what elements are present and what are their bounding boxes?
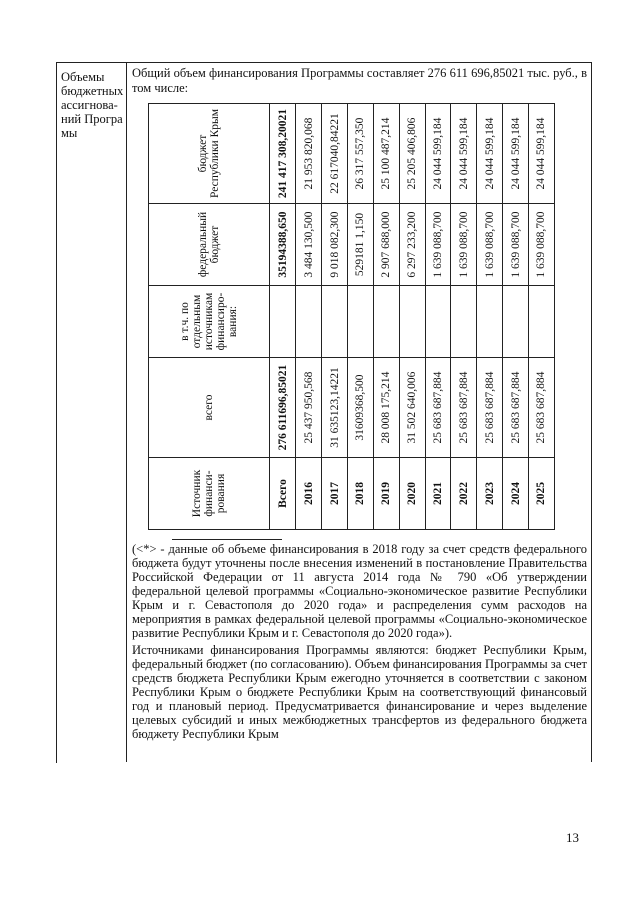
table-cell-total: 31609368,500 <box>347 358 373 458</box>
column-header: всего <box>149 358 270 458</box>
table-cell-label: 2025 <box>528 458 554 530</box>
table-cell-crimea: 25 100 487,214 <box>373 104 399 204</box>
table-cell-crimea: 26 317 557,350 <box>347 104 373 204</box>
table-cell-label: 2020 <box>399 458 425 530</box>
table-cell-crimea: 24 044 599,184 <box>477 104 503 204</box>
table-cell-label: 2017 <box>322 458 348 530</box>
column-header: федеральный бюджет <box>149 204 270 286</box>
table-cell-crimea: 24 044 599,184 <box>451 104 477 204</box>
column-header: бюджет Республики Крым <box>149 104 270 204</box>
table-cell-federal: 1 639 088,700 <box>477 204 503 286</box>
table-cell-other <box>528 286 554 358</box>
intro-text: Общий объем финансирования Программы составляет 276 611 696,85021 тыс. руб., в том числе: <box>132 66 587 95</box>
page-number: 13 <box>566 830 579 845</box>
table-header-row <box>149 104 270 530</box>
table-cell-federal: 3 484 130,500 <box>296 204 322 286</box>
table-row <box>451 104 477 530</box>
table-cell-label: 2018 <box>347 458 373 530</box>
column-header: в т.ч. по отдельным источникам финансиро-вания: <box>149 286 270 358</box>
table-row <box>296 104 322 530</box>
table-cell-label: 2024 <box>503 458 529 530</box>
notes-block <box>132 542 587 744</box>
table-cell-federal: 529181 1,150 <box>347 204 373 286</box>
column-header: Источник финанси-рования <box>149 458 270 530</box>
table-cell-total: 25 683 687,884 <box>451 358 477 458</box>
sources-text: Источниками финансирования Программы являются: бюджет Республики Крым, федеральный бюджет (по согласованию). Объем финансирования Программы за счет средств бюджета Республики Крым ежегодно уточняется в соответствии с законом Республики Крым о бюджете Республики Крым на соответствующий финансовый год и плановый период. Предусматривается финансирование и через выделение целевых субсидий и иных межбюджетных трансфертов из федерального бюджета бюджету Республики Крым <box>132 643 587 741</box>
footnote-rule <box>172 539 282 540</box>
table-row <box>373 104 399 530</box>
table-cell-total: 28 008 175,214 <box>373 358 399 458</box>
table-cell-other <box>399 286 425 358</box>
table-cell-federal: 1 639 088,700 <box>528 204 554 286</box>
table-cell-federal: 2 907 688,000 <box>373 204 399 286</box>
table-cell-crimea: 241 417 308,20021 <box>270 104 296 204</box>
table-cell-total: 31 502 640,006 <box>399 358 425 458</box>
table-cell-other <box>477 286 503 358</box>
table-cell-label: 2019 <box>373 458 399 530</box>
table-cell-other <box>373 286 399 358</box>
table-cell-crimea: 22 617040,84221 <box>322 104 348 204</box>
table-cell-other <box>451 286 477 358</box>
table-cell-crimea: 21 953 820,068 <box>296 104 322 204</box>
table-cell-federal: 9 018 082,300 <box>322 204 348 286</box>
table-cell-total: 276 611696,85021 <box>270 358 296 458</box>
table-cell-total: 25 437 950,568 <box>296 358 322 458</box>
financing-table <box>148 103 555 530</box>
table-row <box>322 104 348 530</box>
table-cell-crimea: 24 044 599,184 <box>503 104 529 204</box>
table-row <box>347 104 373 530</box>
table-row <box>528 104 554 530</box>
table-row <box>270 104 296 530</box>
table-cell-total: 25 683 687,884 <box>477 358 503 458</box>
table-cell-crimea: 24 044 599,184 <box>425 104 451 204</box>
table-cell-other <box>296 286 322 358</box>
row-label: Объемы бюджетных ассигнова-ний Програ мы <box>61 70 124 140</box>
table-row <box>477 104 503 530</box>
table-cell-label: 2023 <box>477 458 503 530</box>
table-cell-label: 2022 <box>451 458 477 530</box>
table-cell-other <box>425 286 451 358</box>
financing-table-wrapper <box>148 104 555 530</box>
footnote-text: (<*> - данные об объеме финансирования в 2018 году за счет средств федерального бюджета будут уточнены после внесения изменений в постановление Правительства Российской Федерации от 11 августа 2014 года № 790 «Об утверждении федеральной целевой программы «Социально-экономическое развитие Республики Крым и г. Севастополя до 2020 года» и распределения сумм расходов на мероприятия в рамках федеральной целевой программы «Социально-экономическое развитие Республики Крым и г. Севастополя до 2020 года»). <box>132 542 587 640</box>
table-cell-federal: 1 639 088,700 <box>503 204 529 286</box>
column-divider <box>126 62 127 762</box>
table-cell-label: 2016 <box>296 458 322 530</box>
table-cell-federal: 35194388,650 <box>270 204 296 286</box>
table-cell-federal: 6 297 233,200 <box>399 204 425 286</box>
table-cell-label: 2021 <box>425 458 451 530</box>
table-cell-total: 25 683 687,884 <box>425 358 451 458</box>
table-row <box>425 104 451 530</box>
table-cell-total: 25 683 687,884 <box>503 358 529 458</box>
table-cell-total: 25 683 687,884 <box>528 358 554 458</box>
table-cell-label: Всего <box>270 458 296 530</box>
table-cell-federal: 1 639 088,700 <box>425 204 451 286</box>
table-row <box>399 104 425 530</box>
table-cell-other <box>270 286 296 358</box>
right-border <box>591 62 592 762</box>
table-cell-other <box>322 286 348 358</box>
table-cell-other <box>503 286 529 358</box>
table-cell-crimea: 24 044 599,184 <box>528 104 554 204</box>
table-cell-crimea: 25 205 406,806 <box>399 104 425 204</box>
table-cell-total: 31 635123,14221 <box>322 358 348 458</box>
table-cell-federal: 1 639 088,700 <box>451 204 477 286</box>
table-row <box>503 104 529 530</box>
table-cell-other <box>347 286 373 358</box>
